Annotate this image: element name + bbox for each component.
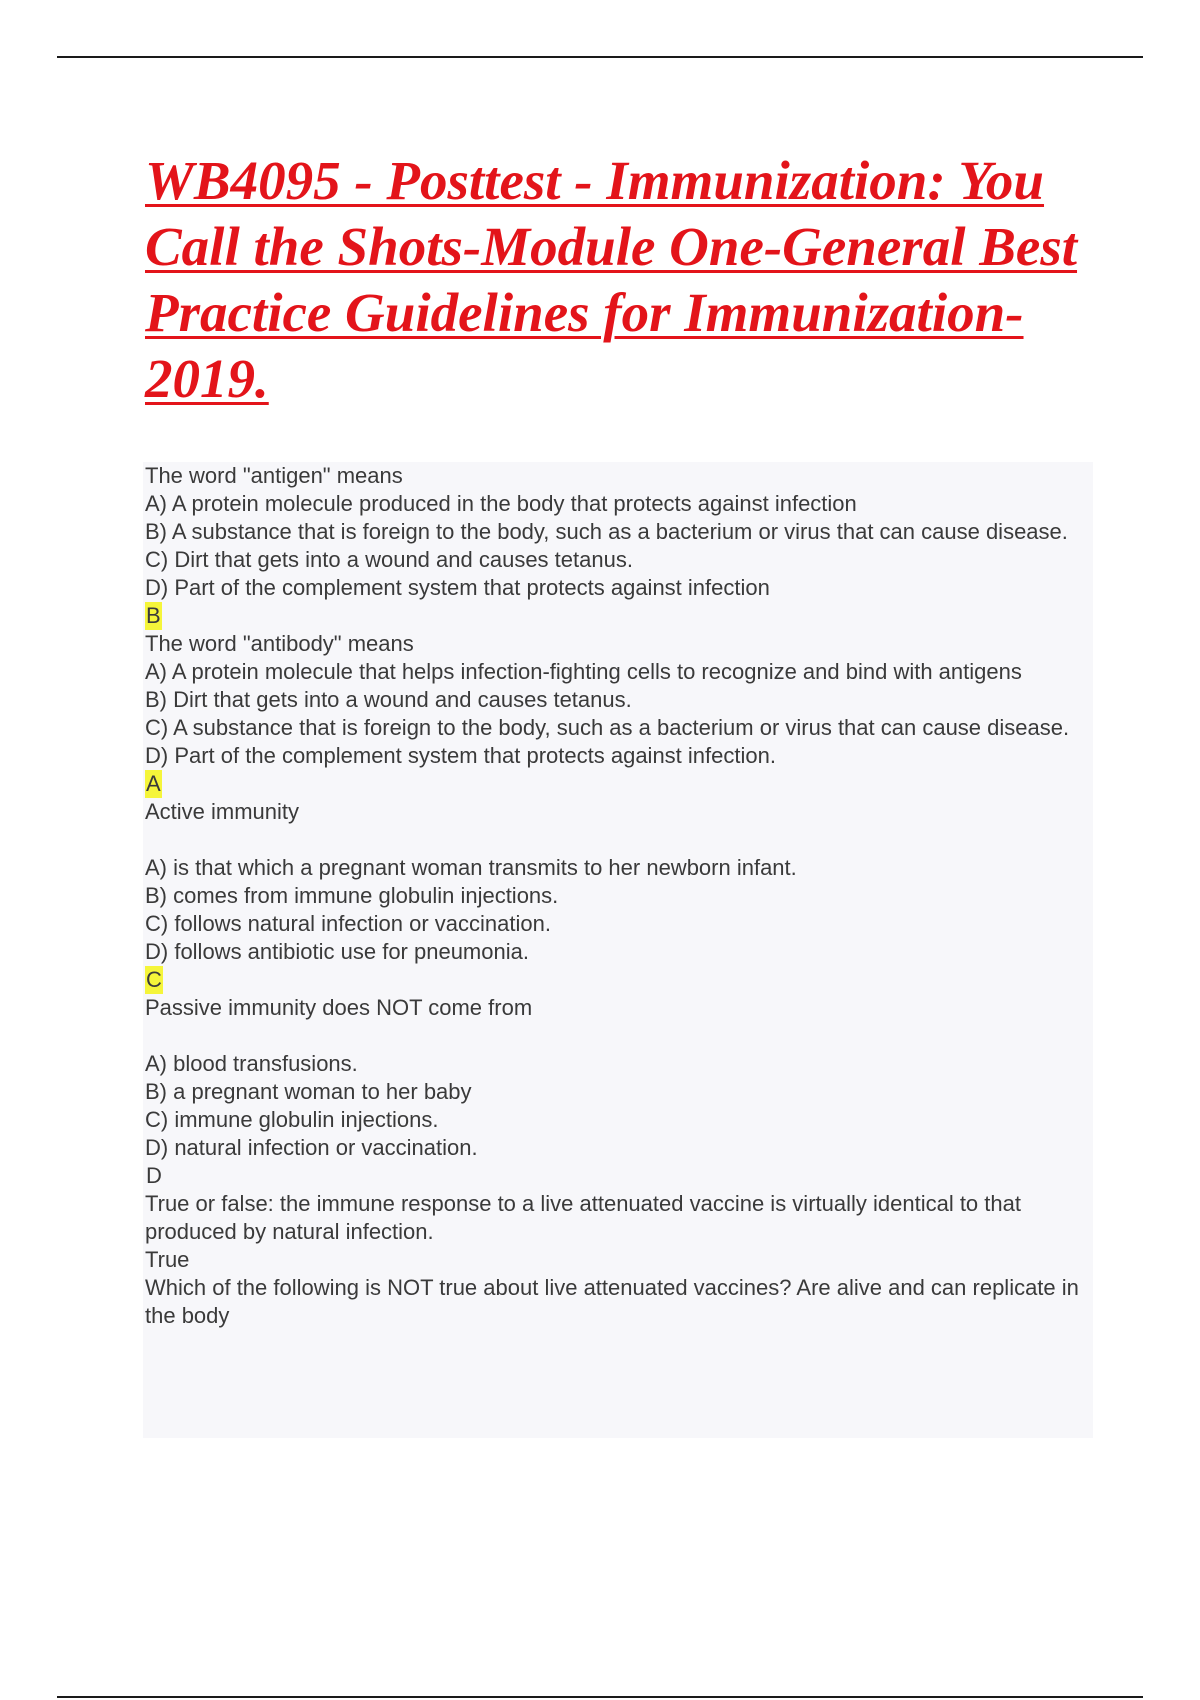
question-list (143, 462, 1093, 1438)
bottom-rule (57, 1696, 1143, 1698)
question-1-option-a: A) A protein molecule produced in the body that protects against infection (145, 491, 857, 516)
question-4-option-a: A) blood transfusions. (145, 1051, 358, 1076)
top-rule (57, 56, 1143, 58)
question-2-prompt: The word "antibody" means (145, 631, 414, 656)
question-1-prompt: The word "antigen" means (145, 463, 403, 488)
blank-line (145, 826, 1093, 854)
question-6-prompt: Which of the following is NOT true about live attenuated vaccines? Are alive and can replicate in the body (145, 1275, 1079, 1328)
question-2-answer: A (146, 771, 161, 796)
question-1-answer: B (146, 603, 161, 628)
question-3-option-b: B) comes from immune globulin injections. (145, 883, 559, 908)
document-title: WB4095 - Posttest - Immunization: You Call the Shots-Module One-General Best Practice Guidelines for Immunization-2019. (145, 150, 1078, 409)
question-4-option-c: C) immune globulin injections. (145, 1107, 439, 1132)
question-3-option-c: C) follows natural infection or vaccination. (145, 911, 551, 936)
question-2-option-a: A) A protein molecule that helps infection-fighting cells to recognize and bind with antigens (145, 659, 1022, 684)
question-3-option-a: A) is that which a pregnant woman transmits to her newborn infant. (145, 855, 797, 880)
question-4-answer: D (146, 1163, 162, 1188)
question-2-option-d: D) Part of the complement system that protects against infection. (145, 743, 776, 768)
question-3-answer: C (146, 967, 162, 992)
question-1-option-d: D) Part of the complement system that protects against infection (145, 575, 770, 600)
question-4-prompt: Passive immunity does NOT come from (145, 995, 533, 1020)
question-2-option-b: B) Dirt that gets into a wound and causes tetanus. (145, 687, 632, 712)
question-2-option-c: C) A substance that is foreign to the body, such as a bacterium or virus that can cause disease. (145, 715, 1070, 740)
question-1-option-b: B) A substance that is foreign to the body, such as a bacterium or virus that can cause disease. (145, 519, 1068, 544)
question-1-option-c: C) Dirt that gets into a wound and causes tetanus. (145, 547, 633, 572)
question-3-prompt: Active immunity (145, 799, 300, 824)
blank-line (145, 1022, 1093, 1050)
question-3-option-d: D) follows antibiotic use for pneumonia. (145, 939, 529, 964)
question-5-prompt: True or false: the immune response to a live attenuated vaccine is virtually identical to that produced by natural infection. (145, 1191, 1021, 1244)
question-4-option-d: D) natural infection or vaccination. (145, 1135, 478, 1160)
question-4-option-b: B) a pregnant woman to her baby (145, 1079, 472, 1104)
question-5-answer: True (145, 1247, 190, 1272)
